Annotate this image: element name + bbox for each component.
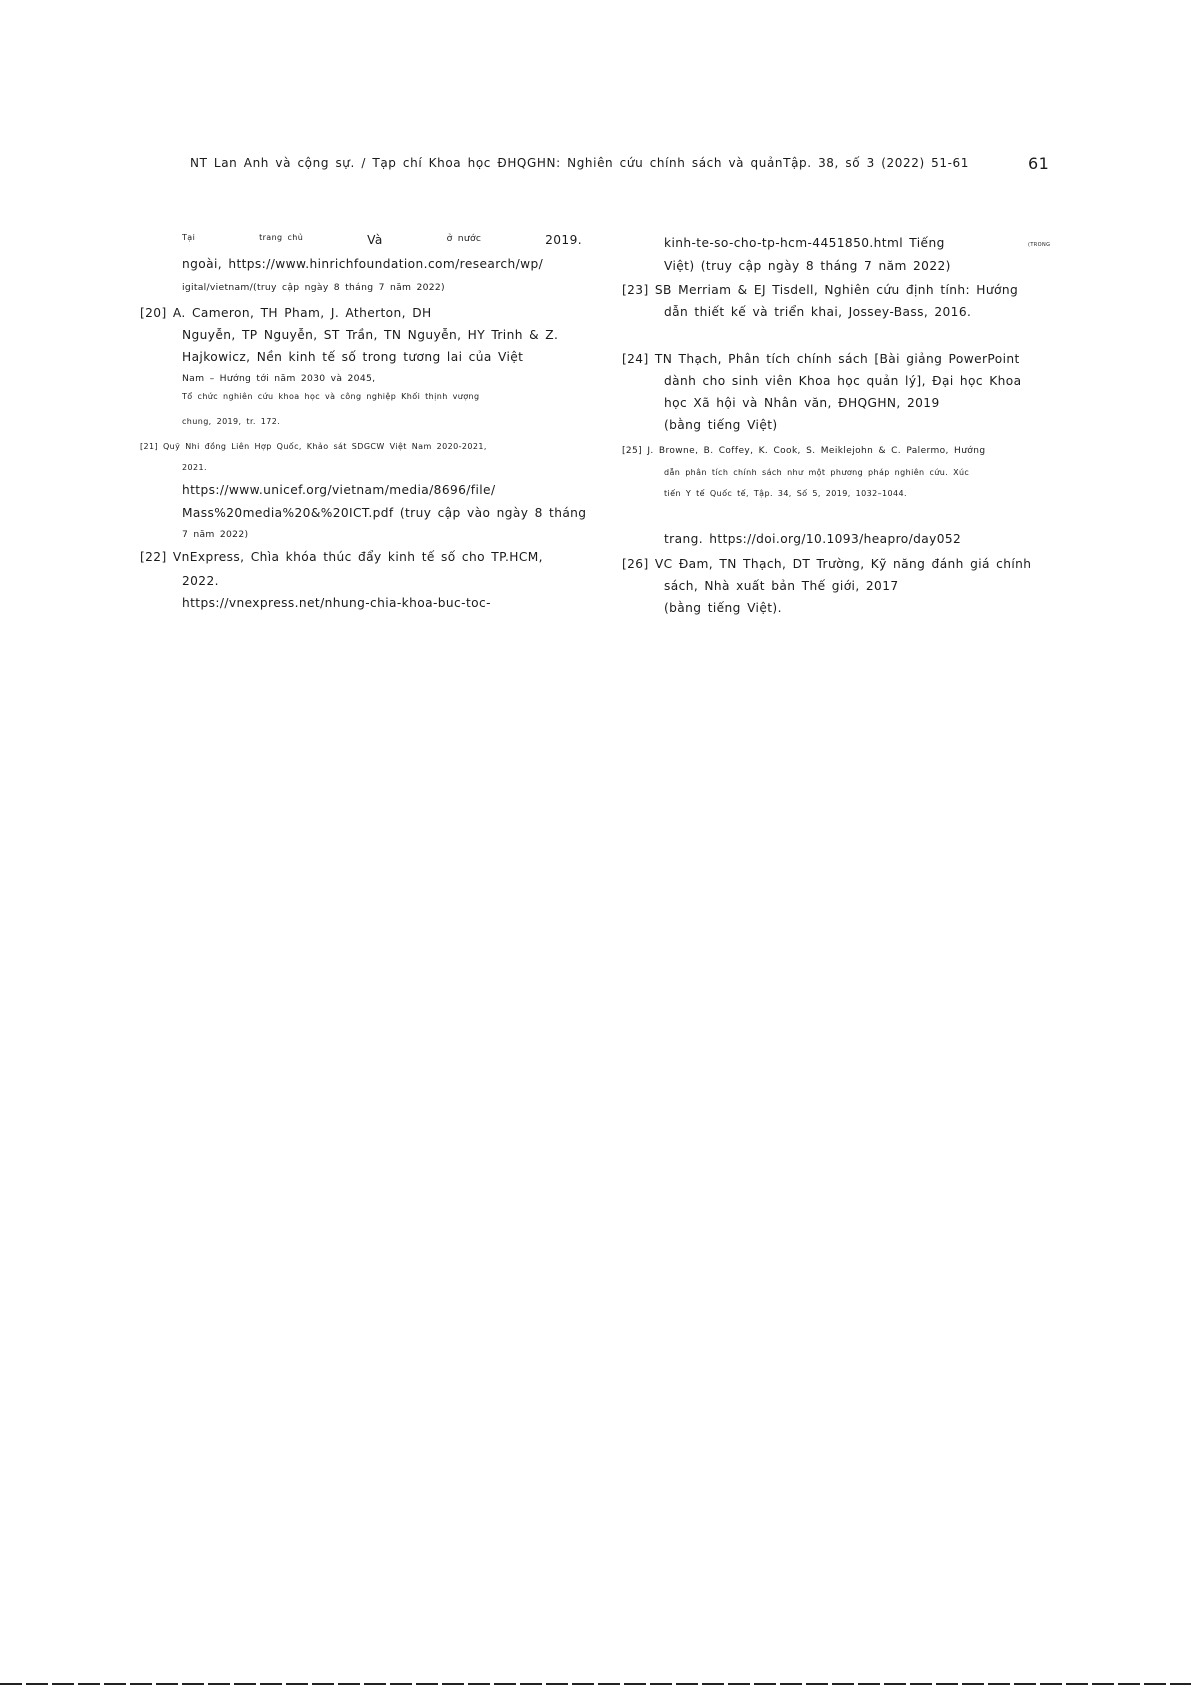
ref20-line-6: chung, 2019, tr. 172.	[182, 417, 281, 426]
ref25-line-3: tiến Y tế Quốc tế, Tập. 34, Số 5, 2019, 1032–1044.	[664, 489, 907, 498]
ref19-frag-5: 2019.	[545, 233, 582, 247]
running-header: NT Lan Anh và cộng sự. / Tạp chí Khoa học ĐHQGHN: Nghiên cứu chính sách và quảnTập. 38, số 3 (2022) 51-61	[190, 156, 970, 170]
ref26-line-2: sách, Nhà xuất bản Thế giới, 2017	[664, 579, 899, 593]
ref21-line-2: 2021.	[182, 463, 207, 472]
ref21-line-4: Mass%20media%20&%20ICT.pdf (truy cập vào ngày 8 tháng	[182, 506, 587, 520]
ref21-line-5: 7 năm 2022)	[182, 529, 249, 540]
ref20-line-4: Nam – Hướng tới năm 2030 và 2045,	[182, 373, 376, 384]
ref21-line-1: [21] Quỹ Nhi đồng Liên Hợp Quốc, Khảo sát SDGCW Việt Nam 2020-2021,	[140, 442, 487, 451]
ref23-line-2: dẫn thiết kế và triển khai, Jossey-Bass, 2016.	[664, 305, 972, 319]
ref19-frag-4: ở nước	[446, 233, 482, 244]
ref22-cont-line-1: kinh-te-so-cho-tp-hcm-4451850.html Tiếng	[664, 236, 945, 250]
references-right-column	[622, 230, 1072, 630]
ref19-line-2: ngoài, https://www.hinrichfoundation.com/research/wp/	[182, 257, 544, 271]
ref19-line-3: igital/vietnam/(truy cập ngày 8 tháng 7 năm 2022)	[182, 282, 445, 293]
ref19-frag-3: Và	[367, 233, 383, 247]
ref19-line-1	[182, 233, 582, 247]
ref24-line-4: (bằng tiếng Việt)	[664, 418, 778, 432]
ref22-cont-line-2: Việt) (truy cập ngày 8 tháng 7 năm 2022)	[664, 259, 951, 273]
ref23-line-1: [23] SB Merriam & EJ Tisdell, Nghiên cứu định tính: Hướng	[622, 283, 1019, 297]
ref21-line-3: https://www.unicef.org/vietnam/media/8696/file/	[182, 483, 496, 497]
ref22-line-3: https://vnexpress.net/nhung-chia-khoa-buc-toc-	[182, 596, 491, 610]
ref24-line-2: dành cho sinh viên Khoa học quản lý], Đại học Khoa	[664, 374, 1022, 388]
ref20-line-3: Hajkowicz, Nền kinh tế số trong tương lai của Việt	[182, 350, 524, 364]
ref20-line-1: [20] A. Cameron, TH Pham, J. Atherton, DH	[140, 306, 432, 320]
ref25-line-4: trang. https://doi.org/10.1093/heapro/day052	[664, 532, 962, 546]
ref20-line-5: Tổ chức nghiên cứu khoa học và công nghiệp Khối thịnh vượng	[182, 392, 480, 401]
ref26-line-1: [26] VC Đam, TN Thạch, DT Trường, Kỹ năng đánh giá chính	[622, 557, 1032, 571]
ref19-frag-1: Tại	[182, 233, 196, 242]
ref24-line-3: học Xã hội và Nhân văn, ĐHQGHN, 2019	[664, 396, 940, 410]
ref25-line-2: dẫn phân tích chính sách như một phương pháp nghiên cứu. Xúc	[664, 468, 970, 477]
references-left-column	[140, 230, 587, 630]
ref26-line-3: (bằng tiếng Việt).	[664, 601, 782, 615]
ref22-cont-note: (TRONG	[1028, 242, 1051, 248]
ref19-frag-2: trang chủ	[259, 233, 304, 242]
ref22-line-1: [22] VnExpress, Chìa khóa thúc đẩy kinh tế số cho TP.HCM,	[140, 550, 543, 564]
ref24-line-1: [24] TN Thạch, Phân tích chính sách [Bài giảng PowerPoint	[622, 352, 1020, 366]
page-number: 61	[1028, 154, 1050, 173]
ref25-line-1: [25] J. Browne, B. Coffey, K. Cook, S. Meiklejohn & C. Palermo, Hướng	[622, 446, 986, 456]
ref20-line-2: Nguyễn, TP Nguyễn, ST Trần, TN Nguyễn, HY Trinh & Z.	[182, 328, 559, 342]
ref22-line-2: 2022.	[182, 574, 219, 588]
